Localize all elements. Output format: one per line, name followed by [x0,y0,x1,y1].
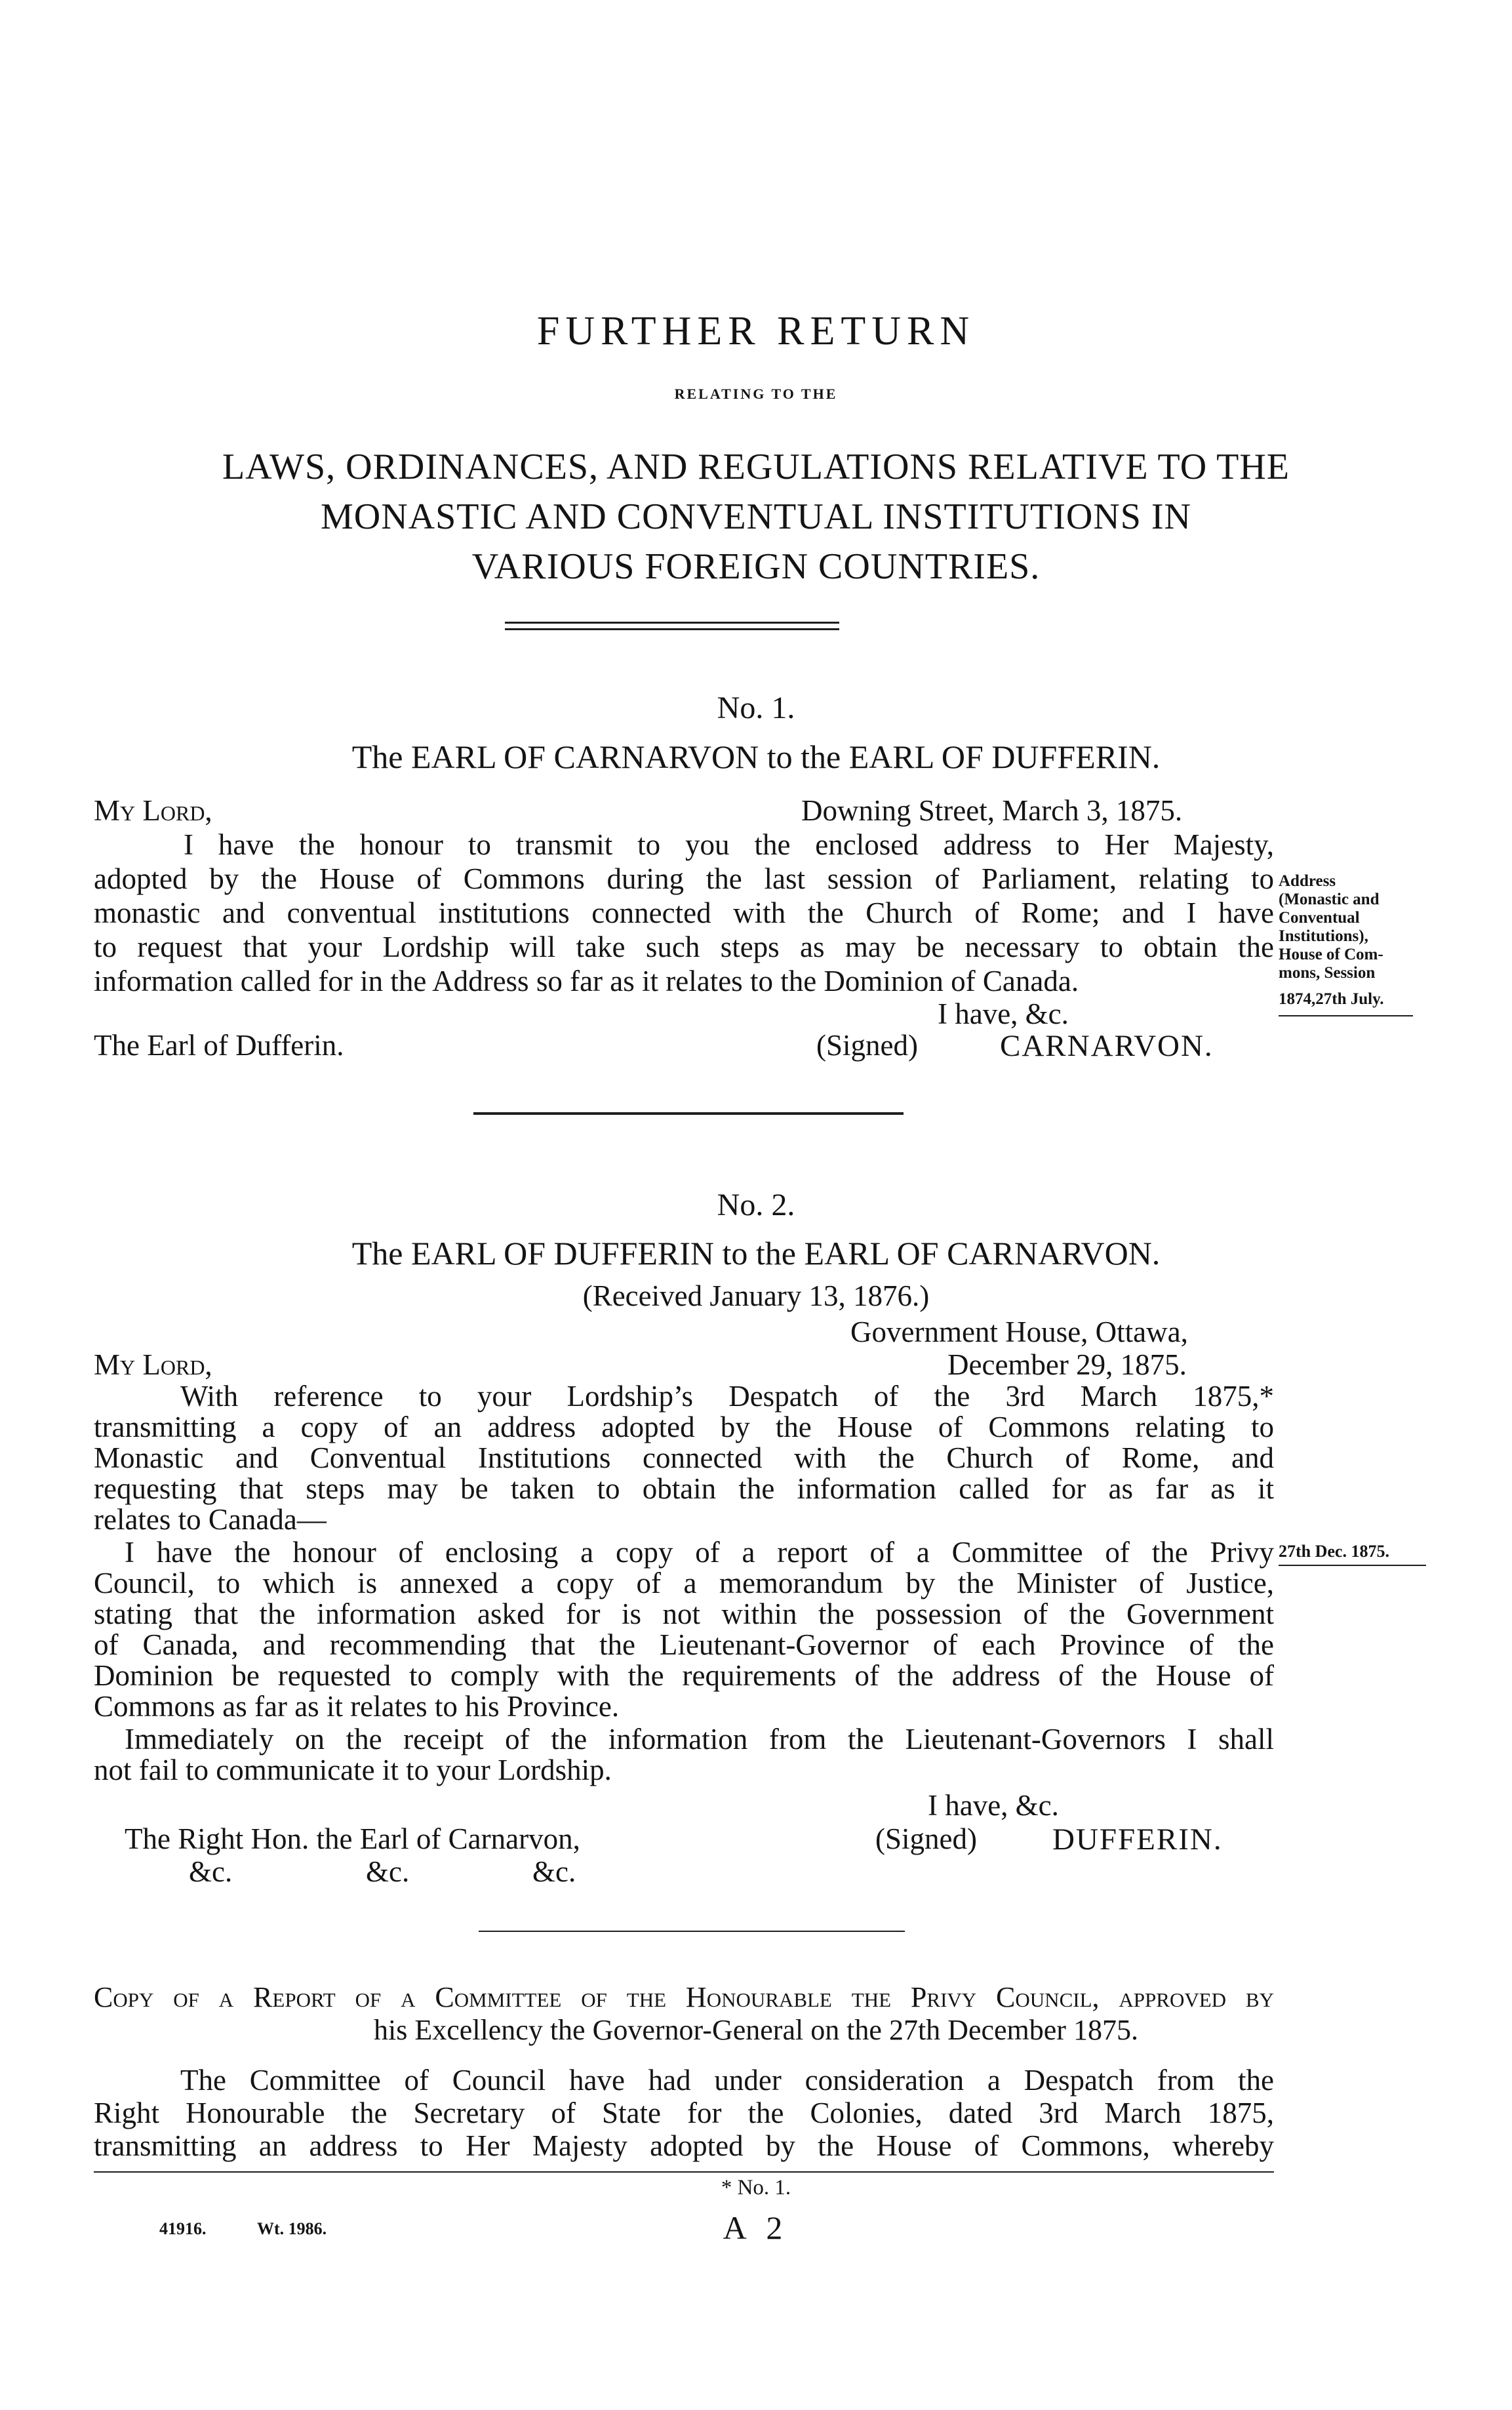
report-title-line-2: his Excellency the Governor-General on the 27th December 1875. [374,2014,1138,2046]
margin-note-line: Conventual [1279,909,1360,927]
letter2-body-line-10: Dominion be requested to comply with the requirements of the address of the House of [94,1659,1274,1692]
report-body-line-2: Right Honourable the Secretary of State for the Colonies, dated 3rd March 1875, [94,2097,1274,2129]
margin-note-line: Institutions), [1279,927,1368,945]
margin-note-line: House of Com- [1279,946,1383,963]
letter1-place-date: Downing Street, March 3, 1875. [801,794,1183,827]
letter2-signed: (Signed) [875,1822,977,1855]
margin-note-line: (Monastic and [1279,891,1380,908]
letter2-signature: DUFFERIN. [1052,1822,1223,1857]
letter1-heading: The EARL OF CARNARVON to the EARL OF DUFFERIN. [351,738,1161,775]
letter2-margin-note: 27th Dec. 1875. [1279,1542,1389,1561]
letter2-body-line-1: With reference to your Lordship’s Despatch of the 3rd March 1875,* [180,1380,1274,1413]
header-double-rule-bottom [505,628,839,630]
section-divider-1 [473,1112,904,1115]
letter1-body-line-1: I have the honour to transmit to you the enclosed address to Her Majesty, [184,828,1274,861]
margin-note-underline [1279,1015,1413,1016]
margin-note-line: 1874,27th July. [1279,990,1384,1008]
letter2-body-line-3: Monastic and Conventual Institutions connected with the Church of Rome, and [94,1441,1274,1474]
letter2-body-line-2: transmitting a copy of an address adopted by the House of Commons relating to [94,1411,1274,1443]
letter2-body-line-6: I have the honour of enclosing a copy of a report of a Committee of the Privy [125,1536,1274,1569]
letter2-etc-3: &c. [532,1855,576,1888]
letter2-closing: I have, &c. [928,1789,1059,1822]
letter1-body-line-3: monastic and conventual institutions connected with the Church of Rome; and I have [94,896,1274,929]
subject-line-3: VARIOUS FOREIGN COUNTRIES. [471,546,1041,587]
letter2-salutation: My Lord, [94,1348,212,1381]
report-body-line-1: The Committee of Council have had under consideration a Despatch from the [180,2064,1274,2097]
letter2-body-line-5: relates to Canada— [94,1503,327,1536]
letter1-salutation: My Lord, [94,794,212,827]
footnote-rule [94,2171,1274,2173]
letter2-number: No. 2. [717,1188,795,1222]
report-body-line-3: transmitting an address to Her Majesty adopted by the House of Commons, whereby [94,2129,1274,2162]
print-number: 41916. [159,2219,207,2238]
letter2-date: December 29, 1875. [947,1348,1187,1381]
letter1-body-line-4: to request that your Lordship will take such steps as may be necessary to obtain the [94,931,1274,963]
letter2-body-line-11: Commons as far as it relates to his Province. [94,1690,620,1723]
report-title-text: Copy of a Report of a Committee of the Honourable the Privy Council, approved by [94,1981,1274,2013]
letter2-body-line-12: Immediately on the receipt of the information from the Lieutenant-Governors I shall [125,1723,1274,1756]
signature-mark: A 2 [723,2209,789,2246]
letter2-heading: The EARL OF DUFFERIN to the EARL OF CARNARVON. [351,1235,1161,1272]
relating-to-line: RELATING TO THE [674,386,838,402]
letter2-body-line-9: of Canada, and recommending that the Lieutenant-Governor of each Province of the [94,1628,1274,1661]
document-title: FURTHER RETURN [536,309,976,353]
letter1-body-line-2: adopted by the House of Commons during the last session of Parliament, relating to [94,862,1274,895]
letter2-etc-1: &c. [189,1855,233,1888]
subject-line-1: LAWS, ORDINANCES, AND REGULATIONS RELATIVE TO THE [222,447,1290,487]
letter2-margin-underline [1279,1565,1426,1566]
letter2-place: Government House, Ottawa, [850,1315,1188,1348]
footnote: * No. 1. [721,2176,791,2199]
margin-note-line: mons, Session [1279,964,1376,982]
letter1-signed: (Signed) [816,1029,918,1062]
letter2-body-line-8: stating that the information asked for is not within the possession of the Government [94,1597,1274,1630]
letter2-addressee: The Right Hon. the Earl of Carnarvon, [125,1822,580,1855]
letter1-closing: I have, &c. [938,997,1069,1030]
print-weight: Wt. 1986. [257,2219,327,2238]
margin-note-line: Address [1279,872,1336,890]
letter1-signature: CARNARVON. [1000,1029,1214,1063]
letter2-body-line-4: requesting that steps may be taken to obtain the information called for as far as it [94,1472,1274,1505]
letter2-body-line-13: not fail to communicate it to your Lordship. [94,1754,612,1786]
letter2-received: (Received January 13, 1876.) [582,1279,930,1312]
letter1-number: No. 1. [717,691,795,725]
header-double-rule-top [505,622,839,624]
letter2-body-line-7: Council, to which is annexed a copy of a memorandum by the Minister of Justice, [94,1567,1274,1599]
section-divider-2 [479,1931,905,1932]
report-title-line-1 [94,1980,1274,2014]
letter1-body-line-5: information called for in the Address so far as it relates to the Dominion of Canada. [94,965,1079,997]
letter1-addressee: The Earl of Dufferin. [94,1029,344,1062]
subject-line-2: MONASTIC AND CONVENTUAL INSTITUTIONS IN [321,496,1191,537]
letter2-etc-2: &c. [366,1855,410,1888]
